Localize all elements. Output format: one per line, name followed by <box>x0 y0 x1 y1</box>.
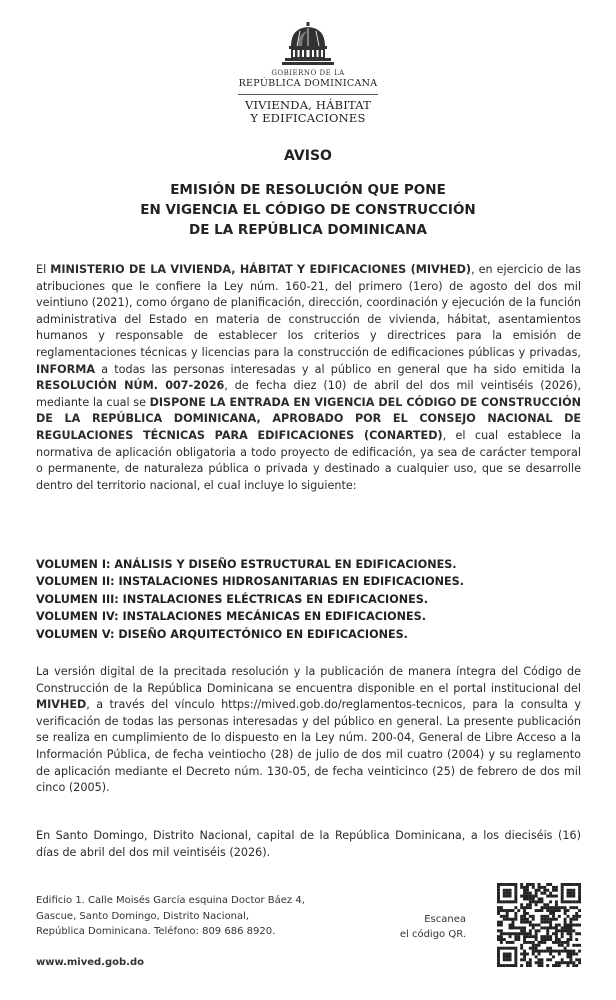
p1-text-3: a todas las personas interesadas y al público en general que ha sido emitida la <box>95 362 581 376</box>
p2-text-1: La versión digital de la precitada resolución y la publicación de manera íntegra del Código de Construcción de la República Dominicana se encuentra disponible en el portal institucional del <box>36 665 581 695</box>
volumes-list <box>36 556 596 643</box>
ministry-name-line-2: Y EDIFICACIONES <box>250 111 366 125</box>
gov-line-1: GOBIERNO DE LA <box>271 69 345 77</box>
logo-divider <box>238 94 378 95</box>
volume-item: VOLUMEN IV: INSTALACIONES MECÁNICAS EN EDIFICACIONES. <box>36 610 426 624</box>
notice-heading: AVISO <box>284 148 332 164</box>
qr-code-icon[interactable] <box>497 883 581 967</box>
address-line-1: Edificio 1. Calle Moisés García esquina Doctor Báez 4, <box>36 895 305 906</box>
footer-website: www.mived.gob.do <box>36 957 144 968</box>
body-paragraph-3: En Santo Domingo, Distrito Nacional, capital de la República Dominicana, a los dieciséis (16) días de abril del dos mil veintiséis (2026). <box>36 829 581 859</box>
scan-line-2: el código QR. <box>399 929 466 940</box>
volume-item: VOLUMEN II: INSTALACIONES HIDROSANITARIAS EN EDIFICACIONES. <box>36 575 464 589</box>
body-paragraph-1 <box>36 262 581 494</box>
p1-disposition: DISPONE LA ENTRADA EN VIGENCIA DEL CÓDIGO DE CONSTRUCCIÓN DE LA REPÚBLICA DOMINICANA, APROBADO POR EL CONSEJO NACIONAL DE REGULACIONES TÉCNICAS PARA EDIFICACIONES (CONARTED) <box>36 395 581 442</box>
gov-line-2: REPÚBLICA DOMINICANA <box>238 78 378 89</box>
body-paragraph-2 <box>36 664 581 797</box>
title-line-3: DE LA REPÚBLICA DOMINICANA <box>189 222 427 238</box>
p2-text-2: , a través del vínculo https://mived.gob.do/reglamentos-tecnicos, para la consulta y verificación de todas las personas interesadas y del público en general. La presente publicación se realiza en cumplimiento de lo dispuesto en la Ley núm. 200-04, General de Libre Acceso a la Información Pública, de fecha veintiocho (28) de julio de dos mil cuatro (2004) y su reglamento de aplicación mediante el Decreto núm. 130-05, de fecha veinticinco (25) de febrero de dos mil cinco (2005). <box>36 698 581 795</box>
scan-line-1: Escanea <box>424 914 466 925</box>
p1-resolution-number: RESOLUCIÓN NÚM. 007-2026 <box>36 379 225 393</box>
volume-item: VOLUMEN III: INSTALACIONES ELÉCTRICAS EN EDIFICACIONES. <box>36 592 429 606</box>
government-seal-icon <box>281 22 335 66</box>
title-line-2: EN VIGENCIA EL CÓDIGO DE CONSTRUCCIÓN <box>140 202 476 218</box>
ministry-name-line-1: VIVIENDA, HÁBITAT <box>244 98 372 112</box>
p1-ministry-name: MINISTERIO DE LA VIVIENDA, HÁBITAT Y EDIFICACIONES (MIVHED) <box>50 263 472 276</box>
footer-address <box>36 893 305 940</box>
p1-text-5: , el cual establece la normativa de aplicación obligatoria a todo proyecto de edificación, ya sea de carácter temporal o permanente, de naturaleza pública o privada y destinado a cualquier uso, que se desarrolle dentro del territorio nacional, el cual incluye lo siguiente: <box>36 428 581 492</box>
p1-text-1: El <box>36 263 51 276</box>
volume-item: VOLUMEN I: ANÁLISIS Y DISEÑO ESTRUCTURAL EN EDIFICACIONES. <box>36 558 457 571</box>
title-line-1: EMISIÓN DE RESOLUCIÓN QUE PONE <box>170 182 446 198</box>
p2-mivhed: MIVHED <box>36 698 87 712</box>
p1-text-4: , de fecha diez (10) de abril del dos mil veintiséis (2026), mediante la cual se <box>36 379 582 409</box>
volume-item: VOLUMEN V: DISEÑO ARQUITECTÓNICO EN EDIFICACIONES. <box>36 627 408 641</box>
ministry-logo <box>0 22 616 125</box>
p1-text-2: , en ejercicio de las atribuciones que le confiere la Ley núm. 160-21, del primero (1ero) de agosto del dos mil veintiuno (2021), como órgano de planificación, dirección, coordinación y ejecución de la función administrativa del Estado en materia de construcción de vivienda, hábitat, asentamientos humanos y responsable de establecer los criterios y directrices para la emisión de reglamentaciones técnicas y licencias para la construcción de edificaciones públicas y privadas, <box>36 263 582 359</box>
notice-title <box>60 180 556 240</box>
scan-instruction <box>380 912 466 942</box>
address-line-3: República Dominicana. Teléfono: 809 686 8920. <box>36 926 276 937</box>
address-line-2: Gascue, Santo Domingo, Distrito Nacional, <box>36 910 250 922</box>
p1-informa: INFORMA <box>36 362 96 376</box>
